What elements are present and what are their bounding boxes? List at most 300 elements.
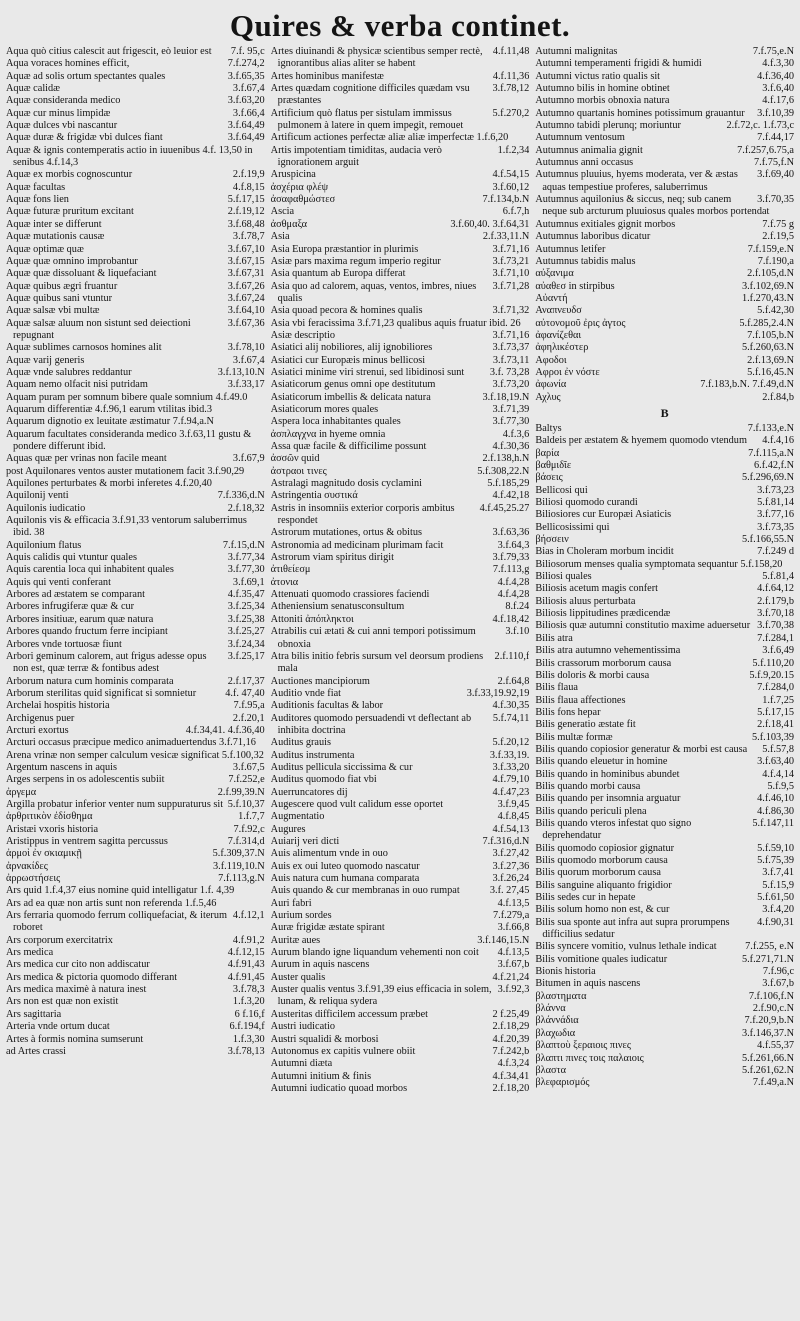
entry-term: Aquilonij venti xyxy=(6,490,69,502)
index-entry xyxy=(6,737,265,749)
entry-reference: 3.f.60,12 xyxy=(492,181,530,193)
index-entry xyxy=(535,423,794,435)
index-entry xyxy=(535,571,794,583)
entry-term: Auditores quomodo persuadendi vt deflectant ab inhibita doctrina xyxy=(270,712,472,736)
entry-term: Aquæ dulces vbi nascantur xyxy=(6,120,118,132)
index-entry xyxy=(6,503,265,515)
entry-reference: 2.f.105,d.N xyxy=(747,268,795,280)
index-entry xyxy=(6,466,265,478)
index-entry xyxy=(6,552,265,564)
index-entry xyxy=(535,95,794,107)
entry-term: Augures xyxy=(270,823,306,835)
entry-reference: 7.f.242,b xyxy=(492,1045,530,1057)
index-entry xyxy=(535,58,794,70)
index-entry xyxy=(535,793,794,805)
entry-term: Artes quædam cognitione difficiles quædam vsu præstantes xyxy=(270,83,470,107)
index-entry xyxy=(271,429,530,441)
entry-reference: 7.f.133,e.N xyxy=(747,422,795,434)
entry-term: Asiæ descriptio xyxy=(270,329,336,341)
index-entry xyxy=(535,1015,794,1027)
entry-reference: 4.f.21,24 xyxy=(492,971,530,983)
entry-term: Autumni victus ratio qualis sit xyxy=(535,70,661,82)
entry-term: βλάννάδια xyxy=(535,1015,579,1027)
entry-term: Bilis sanguine aliquanto frigidior xyxy=(535,879,672,891)
entry-reference: 3.f.146,15.N xyxy=(477,934,530,946)
index-entry xyxy=(535,355,794,367)
entry-term: Augescere quod vult calidum esse oportet xyxy=(270,798,444,810)
entry-term: Bilis quando eleuetur in homine xyxy=(535,756,668,768)
entry-term: Bilis quando morbi causa xyxy=(535,780,641,792)
entry-reference: 4.f.8,45 xyxy=(497,811,530,823)
index-entry xyxy=(6,688,265,700)
index-entry xyxy=(6,651,265,676)
entry-reference: 3.f.63,40 xyxy=(757,756,795,768)
index-entry xyxy=(535,559,794,571)
index-entry xyxy=(535,658,794,670)
index-entry xyxy=(271,83,530,108)
entry-reference: 4.f.4,16 xyxy=(762,435,795,447)
entry-reference: 3.f.78,12 xyxy=(492,83,530,95)
entry-reference: 4.f.17,6 xyxy=(762,95,795,107)
index-entry xyxy=(6,774,265,786)
entry-reference: 5.f.10,37 xyxy=(227,798,265,810)
entry-term: Bellicosissimi qui xyxy=(535,521,610,533)
index-entry xyxy=(271,626,530,651)
entry-term: Bitumen in aquis nascens xyxy=(535,978,641,990)
index-entry xyxy=(271,1021,530,1033)
entry-term: Biliosis lippitudines prædicendæ xyxy=(535,608,671,620)
entry-reference: 7.f.95,a xyxy=(233,700,265,712)
entry-reference: 3.f.67,b xyxy=(762,978,795,990)
entry-reference: 3.f.67,4 xyxy=(232,83,265,95)
entry-term: Biliosiores cur Europæi Asiaticis xyxy=(535,509,672,521)
index-entry xyxy=(6,811,265,823)
index-entry xyxy=(271,281,530,306)
entry-reference: 2.f.18,29 xyxy=(492,1021,530,1033)
entry-reference: 5.f.16,45.N xyxy=(747,366,795,378)
index-entry xyxy=(271,799,530,811)
entry-reference: 3.f.146,37.N xyxy=(741,1027,795,1039)
entry-reference: 4.f.91,43 xyxy=(227,959,265,971)
entry-term: Auritæ aues xyxy=(270,934,321,946)
entry-term: Arborum sterilitas quid significat si somnietur xyxy=(6,687,197,699)
index-entry xyxy=(6,281,265,293)
index-entry xyxy=(535,293,794,305)
index-entry xyxy=(271,811,530,823)
entry-reference: 3.f.73,21 xyxy=(492,255,530,267)
entry-reference: 7.f.44,17 xyxy=(757,132,795,144)
entry-reference: 2.f.13,69.N xyxy=(747,354,795,366)
index-entry xyxy=(535,379,794,391)
index-entry xyxy=(535,695,794,707)
index-entry xyxy=(271,959,530,971)
index-entry xyxy=(6,1034,265,1046)
entry-reference: 5.f.166,55.N xyxy=(741,534,795,546)
index-entry xyxy=(271,651,530,676)
index-entry xyxy=(271,824,530,836)
entry-term: Ars medica maximè à natura inest xyxy=(6,984,147,996)
entry-reference: 7.f.105,b.N xyxy=(747,329,795,341)
index-entry xyxy=(6,145,265,170)
entry-term: Asia quantum ab Europa differat xyxy=(270,268,406,280)
index-entry xyxy=(535,991,794,1003)
index-entry xyxy=(6,429,265,454)
entry-term: Autumnus anni occasus xyxy=(535,157,634,169)
entry-term: Bilis solum homo non est, & cur xyxy=(535,904,670,916)
entry-reference: 2.f.19,9 xyxy=(232,169,265,181)
entry-term: Bilis fons hepar xyxy=(535,706,601,718)
entry-reference: 4.f.12,15 xyxy=(227,947,265,959)
index-entry xyxy=(6,404,265,416)
entry-reference: 7.f.284,0 xyxy=(757,682,795,694)
entry-reference: 4.f.13,5 xyxy=(497,947,530,959)
entry-reference: 3.f.27,42 xyxy=(492,848,530,860)
index-entry xyxy=(6,194,265,206)
entry-reference: 3.f.73,35 xyxy=(757,521,795,533)
entry-term: Autumno tabidi plerunq; moriuntur xyxy=(535,120,681,132)
entry-term: Aurum in aquis nascens xyxy=(270,959,370,971)
entry-term: Biliosis quæ autumni constitutio maxime aduersetur xyxy=(535,620,751,632)
index-entry xyxy=(6,898,265,910)
entry-reference: 1.f.2,34 xyxy=(497,144,530,156)
entry-term: Austri iudicatio xyxy=(270,1021,336,1033)
index-entry xyxy=(6,836,265,848)
entry-reference: 5.f.9,20.15 xyxy=(749,669,795,681)
index-entry xyxy=(6,293,265,305)
entry-reference: 2.f.99,39.N xyxy=(217,786,265,798)
entry-term: Aquilonium flatus xyxy=(6,539,82,551)
index-entry xyxy=(271,601,530,613)
entry-term: βαρία xyxy=(535,447,560,459)
entry-reference: 5.f.15,9 xyxy=(762,879,795,891)
index-entry xyxy=(271,984,530,1009)
index-entry xyxy=(535,330,794,342)
entry-term: ad Artes crassi xyxy=(6,1045,67,1057)
entry-reference: 2.f.18,32 xyxy=(227,502,265,514)
entry-reference: 2.f.18,41 xyxy=(757,719,795,731)
entry-term: βλαπτοὺ ξεραιοις πινες xyxy=(535,1040,631,1052)
entry-term: Bilis quando per insomnia arguatur xyxy=(535,793,681,805)
entry-reference: 3.f.67,5 xyxy=(232,761,265,773)
entry-term: ἀρνακίδες xyxy=(6,860,48,872)
index-entry xyxy=(535,917,794,942)
index-entry xyxy=(271,466,530,478)
entry-term: Arbores ad æstatem se comparant xyxy=(6,589,145,601)
index-entry xyxy=(271,861,530,873)
entry-term: Baltys xyxy=(535,422,562,434)
entry-reference: 1.f.3,20 xyxy=(232,996,265,1008)
entry-term: Auditus quomodo fiat vbi xyxy=(270,774,377,786)
index-entry xyxy=(535,645,794,657)
entry-term: Astringentia συστικά xyxy=(270,490,358,502)
index-entry xyxy=(535,256,794,268)
entry-term: Artes diuinandi & physicæ scientibus semper rectè, ignorantibus alias aliter se habent xyxy=(270,46,483,70)
entry-term: Asiatici minime viri strenui, sed libidinosi sunt xyxy=(270,366,465,378)
index-entry xyxy=(271,219,530,231)
index-entry xyxy=(535,954,794,966)
index-entry xyxy=(535,194,794,219)
entry-reference: 2.f.18,20 xyxy=(492,1082,530,1094)
index-entry xyxy=(271,922,530,934)
entry-term: ἀρθριτικὸν ἐδίσθημα xyxy=(6,811,93,823)
entry-reference: 7.f.134,b.N xyxy=(482,194,530,206)
index-entry xyxy=(6,1009,265,1021)
entry-term: Autumnum ventosum xyxy=(535,132,625,144)
entry-term: Arbores quando fructum ferre incipiant xyxy=(6,626,168,638)
entry-term: Aquæ cur minus limpidæ xyxy=(6,107,111,119)
index-entry xyxy=(535,281,794,293)
entry-term: Artificum actiones perfectæ aliæ aliæ imperfectæ 1.f.6,20 xyxy=(270,132,509,144)
entry-reference: 4.f.30,35 xyxy=(492,700,530,712)
entry-term: Aristippus in ventrem sagitta percussus xyxy=(6,836,168,847)
entry-term: Aquæ quibus sani vtuntur xyxy=(6,292,113,304)
entry-term: Aquæ futuræ pruritum excitant xyxy=(6,206,134,218)
entry-reference: 3.f.77,30 xyxy=(492,416,530,428)
entry-term: Αναπνευδσ xyxy=(535,305,582,317)
entry-term: Aquæ inter se differunt xyxy=(6,218,102,230)
entry-term: Autumnus exitiales gignit morbos xyxy=(535,218,676,230)
index-entry xyxy=(271,416,530,428)
entry-term: Aquæ quibus ægri fruantur xyxy=(6,280,118,292)
entry-reference: 3.f.77,16 xyxy=(757,509,795,521)
index-entry xyxy=(535,244,794,256)
entry-term: Aquæ calidæ xyxy=(6,83,61,95)
index-entry xyxy=(271,268,530,280)
entry-term: Bilis quorum morborum causa xyxy=(535,867,661,879)
entry-term: Aurium sordes xyxy=(270,910,332,922)
entry-reference: 7.f.115,a.N xyxy=(748,447,795,459)
index-entry xyxy=(6,885,265,897)
index-entry xyxy=(271,145,530,170)
entry-term: Αὐαντή xyxy=(535,292,568,304)
entry-reference: 5.f.271,71.N xyxy=(741,953,795,965)
entry-term: αὐξανιμα xyxy=(535,268,574,280)
entry-reference: 7.f.113,g.N xyxy=(218,873,265,885)
entry-reference: 3.f.67,10 xyxy=(227,243,265,255)
index-entry xyxy=(535,1040,794,1052)
entry-term: Ars quid 1.f.4,37 eius nomine quid intelligatur 1.f. 4,39 xyxy=(6,885,235,897)
entry-term: Ascia xyxy=(270,206,295,218)
index-entry xyxy=(535,583,794,595)
index-entry xyxy=(6,478,265,490)
entry-reference: 7.f.183,b.N. 7.f.49,d.N xyxy=(700,379,795,391)
entry-term: Aurum blando igne liquandum vehementi non coit xyxy=(270,947,479,959)
entry-term: Auctiones mancipiorum xyxy=(270,675,370,687)
index-entry xyxy=(6,848,265,860)
entry-term: βάσεις xyxy=(535,472,563,484)
index-entry xyxy=(271,108,530,133)
index-entry xyxy=(6,626,265,638)
entry-reference: 7.f.255, e.N xyxy=(745,941,795,953)
entry-term: Bilis quando vteros infestat quo signo deprehendatur xyxy=(535,817,692,842)
index-entry xyxy=(535,318,794,330)
entry-reference: 3.f.64,10 xyxy=(227,305,265,317)
index-entry xyxy=(535,120,794,132)
entry-reference: 7.f.96,c xyxy=(762,966,795,978)
entry-term: ἀτιθείεσμ xyxy=(270,564,311,576)
index-entry xyxy=(6,589,265,601)
entry-term: Auis ex oui luteo quomodo nascatur xyxy=(270,860,420,872)
index-entry xyxy=(6,355,265,367)
index-entry xyxy=(535,719,794,731)
entry-term: Aquam puram per somnum bibere quale somnium 4.f.49.0 xyxy=(6,391,248,403)
entry-reference: 4.f.79,10 xyxy=(492,774,530,786)
entry-reference: 7.f.15,d.N xyxy=(222,539,265,551)
entry-reference: 4.f.4,14 xyxy=(762,768,795,780)
index-entry xyxy=(535,732,794,744)
entry-term: Autumnus pluuius, hyems moderata, ver & æstas aquas tempestiue proferes, saluberrimus xyxy=(535,169,738,193)
entry-term: Attenuati quomodo crassiores faciendi xyxy=(270,589,430,601)
index-entry xyxy=(271,1083,530,1095)
entry-reference: 3.f.92,3 xyxy=(497,984,530,996)
entry-reference: 1.f.7,25 xyxy=(762,694,795,706)
entry-reference: 3.f. 73,28 xyxy=(489,366,530,378)
entry-term: Attoniti ἀπόπληκτοι xyxy=(270,613,354,625)
index-column-3 xyxy=(535,46,794,1316)
entry-term: Bilis sedes cur in hepate xyxy=(535,892,636,904)
index-entry xyxy=(6,367,265,379)
index-entry xyxy=(271,194,530,206)
entry-reference: 3.f.77,30 xyxy=(227,564,265,576)
entry-term: Ars non est quæ non existit xyxy=(6,996,119,1008)
entry-term: Autumno quartanis homines potissimum grauantur xyxy=(535,107,745,119)
entry-reference: 3.f.67,36 xyxy=(227,317,265,329)
entry-reference: 4.f.34,41. 4.f.36,40 xyxy=(185,724,265,736)
entry-term: ἀφηλικέστερ xyxy=(535,342,589,354)
index-entry xyxy=(6,219,265,231)
index-entry xyxy=(6,676,265,688)
entry-term: Aquæ optimæ quæ xyxy=(6,243,84,255)
entry-term: Aquæ quæ dissoluant & liquefaciant xyxy=(6,268,157,280)
entry-reference: 5.f.9,5 xyxy=(767,780,795,792)
index-entry xyxy=(535,460,794,472)
entry-term: Aquæ & ignis contemperatis actio in iuuenibus 4.f. 13,50 in senibus 4.f.14,3 xyxy=(6,144,253,169)
index-entry xyxy=(6,935,265,947)
entry-reference: 3.f.10,39 xyxy=(757,107,795,119)
entry-reference: 3.f.18,19.N xyxy=(482,391,530,403)
entry-term: Bilis generatio æstate fit xyxy=(535,719,636,731)
entry-term: Aspera loca inhabitantes quales xyxy=(270,416,401,428)
entry-reference: 4.f.35,47 xyxy=(227,589,265,601)
index-entry xyxy=(535,744,794,756)
entry-reference: 3.f.25,27 xyxy=(227,626,265,638)
index-entry xyxy=(535,145,794,157)
entry-term: ἀσσῶν quid xyxy=(270,453,320,465)
index-entry xyxy=(6,861,265,873)
index-entry xyxy=(271,318,530,330)
index-entry xyxy=(271,873,530,885)
entry-reference: 7.f.252,e xyxy=(228,774,265,786)
entry-reference: 3.f.71,32 xyxy=(492,305,530,317)
entry-reference: 3.f.6,40 xyxy=(762,83,795,95)
index-entry xyxy=(535,892,794,904)
entry-reference: 2.f.90,c.N xyxy=(752,1003,795,1015)
entry-reference: 3.f.77,34 xyxy=(227,552,265,564)
index-entry xyxy=(6,639,265,651)
entry-term: βλάννα xyxy=(535,1003,566,1015)
entry-term: Auditio vnde fiat xyxy=(270,687,342,699)
index-entry xyxy=(535,485,794,497)
index-entry xyxy=(6,1046,265,1058)
entry-term: Aquilonis vis & efficacia 3.f.91,33 ventorum saluberrimus ibid. 38 xyxy=(6,515,247,539)
entry-term: Bilis syncere vomitio, vulnus lethale indicat xyxy=(535,941,717,953)
entry-reference: 2.f.20,1 xyxy=(232,712,265,724)
index-entry xyxy=(535,83,794,95)
entry-reference: 3.f.73,20 xyxy=(492,379,530,391)
index-entry xyxy=(271,527,530,539)
index-entry xyxy=(535,108,794,120)
entry-reference: 3.f. 27,45 xyxy=(489,885,530,897)
entry-reference: 4.f.42,18 xyxy=(492,490,530,502)
entry-term: Aquarum differentiæ 4.f.96,1 earum vtilitas ibid.3 xyxy=(6,403,212,415)
entry-term: Auster qualis xyxy=(270,971,326,983)
entry-reference: 4.f.86,30 xyxy=(757,805,795,817)
entry-reference: 1.f.270,43.N xyxy=(741,292,795,304)
entry-term: Arbores infrugiferæ quæ & cur xyxy=(6,601,135,613)
entry-term: Αφοδοι xyxy=(535,354,567,366)
entry-reference: 3.f.4,20 xyxy=(762,904,795,916)
entry-term: ἀσπλαγχνα in hyeme omnia xyxy=(270,428,386,440)
entry-reference: 7.f.75,f.N xyxy=(753,157,795,169)
entry-reference: 3.f.67,15 xyxy=(227,255,265,267)
index-entry xyxy=(6,318,265,343)
index-entry xyxy=(6,46,265,58)
index-entry xyxy=(535,633,794,645)
entry-term: Archigenus puer xyxy=(6,712,75,724)
index-entry xyxy=(535,472,794,484)
entry-term: Auditus instrumenta xyxy=(270,749,355,761)
entry-reference: 3.f.24,34 xyxy=(227,638,265,650)
entry-reference: 3.f.78,3 xyxy=(232,984,265,996)
entry-reference: 3.f.78,7 xyxy=(232,231,265,243)
entry-reference: 4.f.3,6 xyxy=(502,428,530,440)
index-entry xyxy=(271,379,530,391)
index-entry xyxy=(271,182,530,194)
entry-term: Aquæ fons lien xyxy=(6,194,69,206)
entry-reference: 4.f.4,28 xyxy=(497,589,530,601)
entry-reference: 3.f.64,49 xyxy=(227,132,265,144)
entry-reference: 4.f.91,2 xyxy=(232,934,265,946)
entry-term: Argilla probatur inferior venter num suppuraturus sit xyxy=(6,798,224,810)
entry-term: Aquæ salsæ aluum non sistunt sed deiectioni repugnant xyxy=(6,317,191,341)
index-entry xyxy=(535,392,794,404)
index-entry xyxy=(535,169,794,194)
entry-reference: 4.f.47,23 xyxy=(492,786,530,798)
entry-term: Autumni initium & finis xyxy=(270,1070,372,1082)
entry-term: Artes à formis nomina sumserunt xyxy=(6,1033,144,1045)
entry-term: Aristæi vxoris historia xyxy=(6,823,99,835)
entry-term: Autumni malignitas xyxy=(535,46,618,57)
entry-term: Baldeis per æstatem & hyemem quomodo vtendum xyxy=(535,435,747,447)
entry-reference: 4.f. 47,40 xyxy=(225,687,265,699)
entry-term: Asia Europa præstantior in plurimis xyxy=(270,243,419,255)
entry-term: Auster qualis ventus 3.f.91,39 eius efficacia in solem, lunam, & reliqua sydera xyxy=(270,984,492,1008)
entry-reference: 2.f.33,11.N xyxy=(482,231,530,243)
entry-term: Asia quo ad calorem, aquas, ventos, imbres, niues qualis xyxy=(270,280,477,304)
index-entry xyxy=(6,601,265,613)
entry-term: Arges serpens in os adolescentis subiit xyxy=(6,774,165,786)
entry-term: Aquam nemo olfacit nisi putridam xyxy=(6,379,148,391)
index-entry xyxy=(271,231,530,243)
index-entry xyxy=(271,848,530,860)
entry-term: Biliosi quomodo curandi xyxy=(535,497,638,509)
entry-reference: 4.f.45,25.27 xyxy=(479,502,530,514)
entry-term: Bionis historia xyxy=(535,966,596,978)
entry-reference: 4.f.90,31 xyxy=(757,916,795,928)
index-entry xyxy=(535,534,794,546)
entry-term: Aquas quæ per vrinas non facile meant xyxy=(6,453,167,465)
index-entry xyxy=(6,256,265,268)
